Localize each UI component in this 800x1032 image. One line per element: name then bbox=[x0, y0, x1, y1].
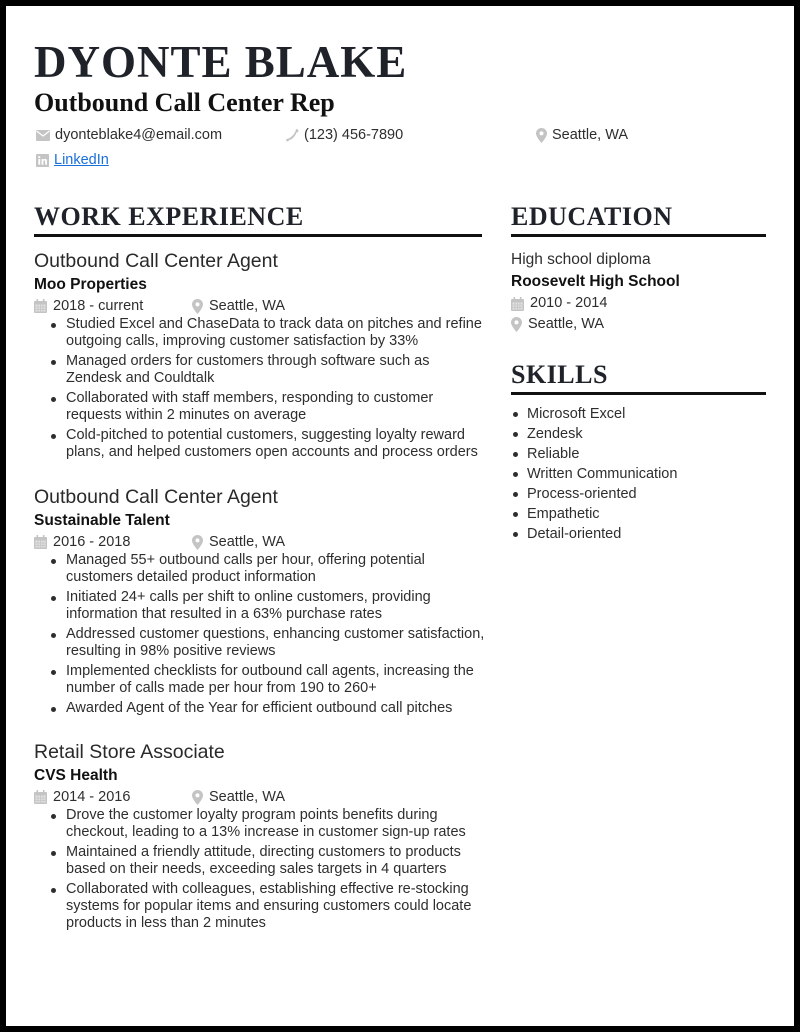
linkedin-link[interactable]: LinkedIn bbox=[54, 152, 109, 168]
section-divider bbox=[34, 234, 482, 237]
section-divider bbox=[511, 234, 766, 237]
skill-item: Process-oriented bbox=[511, 484, 771, 504]
job-location bbox=[192, 787, 285, 807]
bullet-item: Initiated 24+ calls per shift to online customers, providing information that resulted in a 63% purchase rates bbox=[48, 589, 486, 623]
job-location bbox=[192, 532, 285, 552]
map-pin-icon bbox=[192, 790, 203, 805]
bullet-item: Managed orders for customers through software such as Zendesk and Couldtalk bbox=[48, 353, 486, 387]
dates-text: 2014 - 2016 bbox=[53, 789, 131, 805]
education-location bbox=[511, 314, 771, 335]
job-bullets bbox=[48, 807, 486, 932]
section-divider bbox=[511, 392, 766, 395]
bullet-item: Studied Excel and ChaseData to track data on pitches and refine outgoing calls, improving customer satisfaction by 33% bbox=[48, 316, 486, 350]
bullet-item: Maintained a friendly attitude, directing customers to products based on their needs, exceeding sales targets in 4 quarters bbox=[48, 844, 486, 878]
school-name: Roosevelt High School bbox=[511, 273, 680, 290]
calendar-icon bbox=[34, 535, 47, 549]
job-location bbox=[192, 296, 285, 316]
bullet-item: Cold-pitched to potential customers, suggesting loyalty reward plans, and helped customers open accounts and process orders bbox=[48, 427, 486, 461]
contact-email bbox=[36, 126, 222, 144]
job-entry bbox=[34, 740, 486, 935]
calendar-icon bbox=[511, 297, 524, 311]
job-title-headline: Outbound Call Center Rep bbox=[34, 88, 335, 117]
email-text: dyonteblake4@email.com bbox=[55, 127, 223, 143]
envelope-icon bbox=[36, 130, 50, 141]
linkedin-icon bbox=[36, 154, 49, 167]
location-text: Seattle, WA bbox=[528, 316, 605, 332]
phone-icon bbox=[286, 128, 299, 142]
skill-item: Detail-oriented bbox=[511, 524, 771, 544]
bullet-item: Implemented checklists for outbound call agents, increasing the number of calls made per hour from 190 to 260+ bbox=[48, 663, 486, 697]
location-text: Seattle, WA bbox=[209, 534, 286, 550]
phone-text: (123) 456-7890 bbox=[304, 127, 404, 143]
skill-item: Empathetic bbox=[511, 504, 771, 524]
map-pin-icon bbox=[192, 299, 203, 314]
bullet-item: Collaborated with staff members, responding to customer requests within 2 minutes on average bbox=[48, 390, 486, 424]
dates-text: 2018 - current bbox=[53, 298, 144, 314]
bullet-item: Collaborated with colleagues, establishing effective re-stocking systems for popular items and ensuring customers could locate products in less than 2 minutes bbox=[48, 881, 486, 932]
job-title: Retail Store Associate bbox=[34, 741, 225, 763]
job-entry bbox=[34, 249, 486, 464]
job-meta bbox=[34, 787, 486, 807]
map-pin-icon bbox=[536, 128, 547, 143]
section-title-skills: SKILLS bbox=[511, 360, 608, 389]
contact-linkedin bbox=[36, 151, 109, 169]
job-dates bbox=[34, 532, 192, 552]
job-meta bbox=[34, 296, 486, 316]
contact-location bbox=[536, 126, 628, 144]
location-text: Seattle, WA bbox=[209, 298, 286, 314]
candidate-name: DYONTE BLAKE bbox=[34, 37, 408, 87]
bullet-item: Managed 55+ outbound calls per hour, offering potential customers detailed product information bbox=[48, 552, 486, 586]
section-title-work-experience: WORK EXPERIENCE bbox=[34, 202, 304, 231]
company-name: Sustainable Talent bbox=[34, 512, 170, 529]
job-bullets bbox=[48, 552, 486, 717]
bullet-item: Addressed customer questions, enhancing customer satisfaction, resulting in 98% positive reviews bbox=[48, 626, 486, 660]
education-dates bbox=[511, 293, 771, 314]
education-entry bbox=[511, 249, 771, 335]
contact-phone bbox=[286, 126, 403, 144]
skills-list bbox=[511, 404, 771, 544]
map-pin-icon bbox=[511, 317, 522, 332]
skill-item: Reliable bbox=[511, 444, 771, 464]
resume-page bbox=[6, 6, 794, 1026]
skill-item: Zendesk bbox=[511, 424, 771, 444]
bullet-item: Awarded Agent of the Year for efficient outbound call pitches bbox=[48, 700, 486, 717]
bullet-item: Drove the customer loyalty program points benefits during checkout, leading to a 13% increase in customer sign-up rates bbox=[48, 807, 486, 841]
job-entry bbox=[34, 485, 486, 720]
company-name: CVS Health bbox=[34, 767, 118, 784]
job-dates bbox=[34, 296, 192, 316]
location-text: Seattle, WA bbox=[209, 789, 286, 805]
job-title: Outbound Call Center Agent bbox=[34, 250, 278, 272]
skill-item: Microsoft Excel bbox=[511, 404, 771, 424]
calendar-icon bbox=[34, 299, 47, 313]
job-bullets bbox=[48, 316, 486, 461]
job-dates bbox=[34, 787, 192, 807]
job-title: Outbound Call Center Agent bbox=[34, 486, 278, 508]
job-meta bbox=[34, 532, 486, 552]
skill-item: Written Communication bbox=[511, 464, 771, 484]
calendar-icon bbox=[34, 790, 47, 804]
section-title-education: EDUCATION bbox=[511, 202, 673, 231]
map-pin-icon bbox=[192, 535, 203, 550]
dates-text: 2016 - 2018 bbox=[53, 534, 131, 550]
degree: High school diploma bbox=[511, 251, 651, 268]
dates-text: 2010 - 2014 bbox=[530, 295, 608, 311]
company-name: Moo Properties bbox=[34, 276, 147, 293]
location-text: Seattle, WA bbox=[552, 127, 629, 143]
